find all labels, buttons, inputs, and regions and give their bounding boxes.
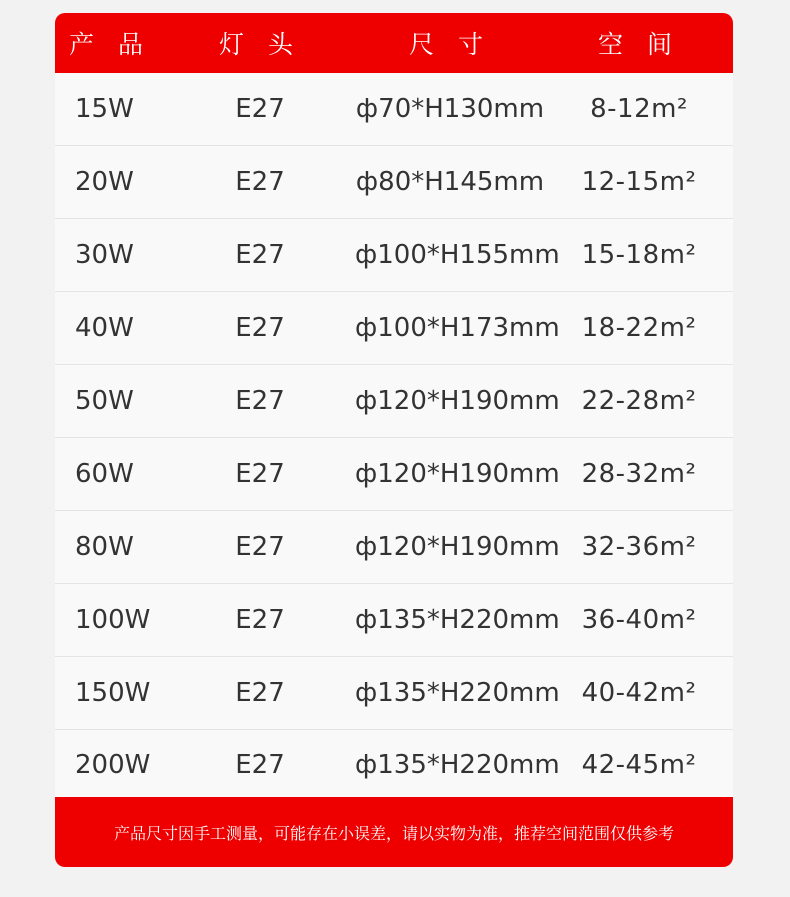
cell-product: 40W [75, 313, 134, 343]
header-product: 产 品 [69, 30, 151, 59]
cell-product: 50W [75, 386, 134, 416]
cell-base: E27 [235, 94, 285, 124]
cell-base: E27 [235, 386, 285, 416]
cell-size: ф80*H145mm [355, 167, 545, 197]
cell-size: ф120*H190mm [355, 386, 560, 416]
cell-space: 40-42m² [581, 678, 697, 708]
cell-base: E27 [235, 240, 285, 270]
cell-size: ф120*H190mm [355, 532, 560, 562]
cell-size: ф100*H173mm [355, 313, 560, 343]
cell-base: E27 [235, 750, 285, 780]
table-row [55, 657, 733, 730]
cell-size: ф135*H220mm [355, 605, 560, 635]
table-row [55, 219, 733, 292]
cell-space: 36-40m² [581, 605, 697, 635]
cell-size: ф120*H190mm [355, 459, 560, 489]
table-row [55, 292, 733, 365]
cell-space: 18-22m² [581, 313, 697, 343]
cell-product: 60W [75, 459, 134, 489]
cell-product: 200W [75, 750, 151, 780]
table-header [55, 13, 733, 73]
cell-base: E27 [235, 532, 285, 562]
cell-base: E27 [235, 605, 285, 635]
table-body [55, 73, 733, 800]
header-base: 灯 头 [219, 30, 301, 59]
cell-space: 8-12m² [590, 94, 688, 124]
table-row [55, 438, 733, 511]
table-row [55, 73, 733, 146]
cell-size: ф135*H220mm [355, 678, 560, 708]
cell-space: 42-45m² [581, 750, 697, 780]
table-row [55, 365, 733, 438]
table-row [55, 146, 733, 219]
table-row [55, 730, 733, 800]
cell-space: 15-18m² [581, 240, 697, 270]
disclaimer-banner [55, 797, 733, 867]
cell-base: E27 [235, 313, 285, 343]
cell-product: 150W [75, 678, 151, 708]
spec-table-card [55, 13, 733, 867]
cell-base: E27 [235, 167, 285, 197]
cell-product: 15W [75, 94, 134, 124]
cell-space: 22-28m² [581, 386, 697, 416]
cell-base: E27 [235, 459, 285, 489]
cell-product: 100W [75, 605, 151, 635]
cell-space: 12-15m² [581, 167, 697, 197]
cell-base: E27 [235, 678, 285, 708]
cell-product: 80W [75, 532, 134, 562]
header-size: 尺 寸 [409, 30, 491, 59]
cell-size: ф70*H130mm [355, 94, 545, 124]
cell-space: 32-36m² [581, 532, 697, 562]
cell-size: ф135*H220mm [355, 750, 560, 780]
table-row [55, 584, 733, 657]
cell-size: ф100*H155mm [355, 240, 560, 270]
cell-space: 28-32m² [581, 459, 697, 489]
cell-product: 20W [75, 167, 134, 197]
disclaimer-text: 产品尺寸因手工测量，可能存在小误差，请以实物为准，推荐空间范围仅供参考 [113, 823, 674, 843]
header-space: 空 间 [598, 30, 680, 59]
table-row [55, 511, 733, 584]
cell-product: 30W [75, 240, 134, 270]
